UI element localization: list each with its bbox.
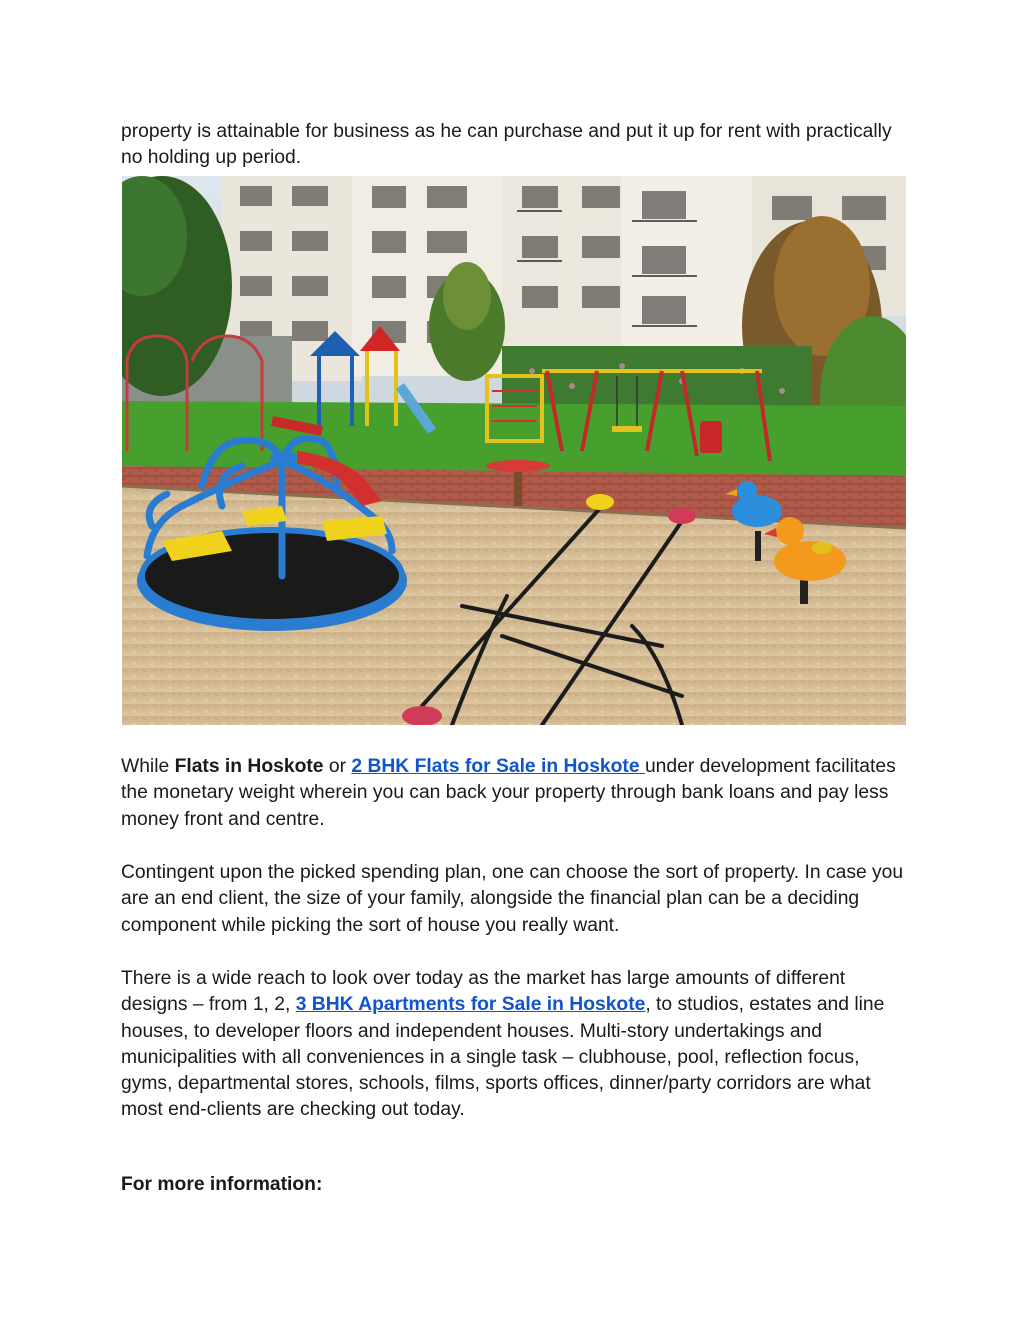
loan-paragraph [121, 754, 911, 833]
loan-connector: or [323, 756, 352, 777]
trash-bin [700, 421, 722, 453]
flats-in-hoskote-term: Flats in Hoskote [174, 756, 324, 777]
reach-lead: There is a wide reach to look over today as the market has large amounts of different designs – from 1, 2, [121, 968, 846, 1016]
3bhk-apartments-link[interactable]: 3 BHK Apartments for Sale in Hoskote [295, 994, 646, 1016]
playground-illustration [122, 176, 906, 725]
reach-tail: , to studios, estates and line houses, to developer floors and independent houses. Multi-story undertakings and municipalities with all conveniences in a single task – clubhouse, pool, reflection focus, gyms, departmental stores, schools, films, sports offices, dinner/party corridors are what most end-clients are checking out today. [121, 994, 885, 1121]
2bhk-flats-link[interactable]: 2 BHK Flats for Sale in Hoskote [351, 756, 645, 777]
intro-paragraph: property is attainable for business as he can purchase and put it up for rent with practically no holding up period. [121, 121, 892, 169]
loan-tail: under development facilitates the monetary weight wherein you can back your property through bank loans and pay less money front and centre. [121, 756, 896, 830]
reach-paragraph [121, 966, 911, 1124]
more-info-label: For more information: [121, 1174, 323, 1195]
more-info-heading [121, 1172, 911, 1198]
contingent-paragraph: Contingent upon the picked spending plan, one can choose the sort of property. In case you are an end client, the size of your family, alongside the financial plan can be a deciding component while picking the sort of house you really want. [121, 862, 904, 936]
loan-lead: While [121, 756, 175, 777]
